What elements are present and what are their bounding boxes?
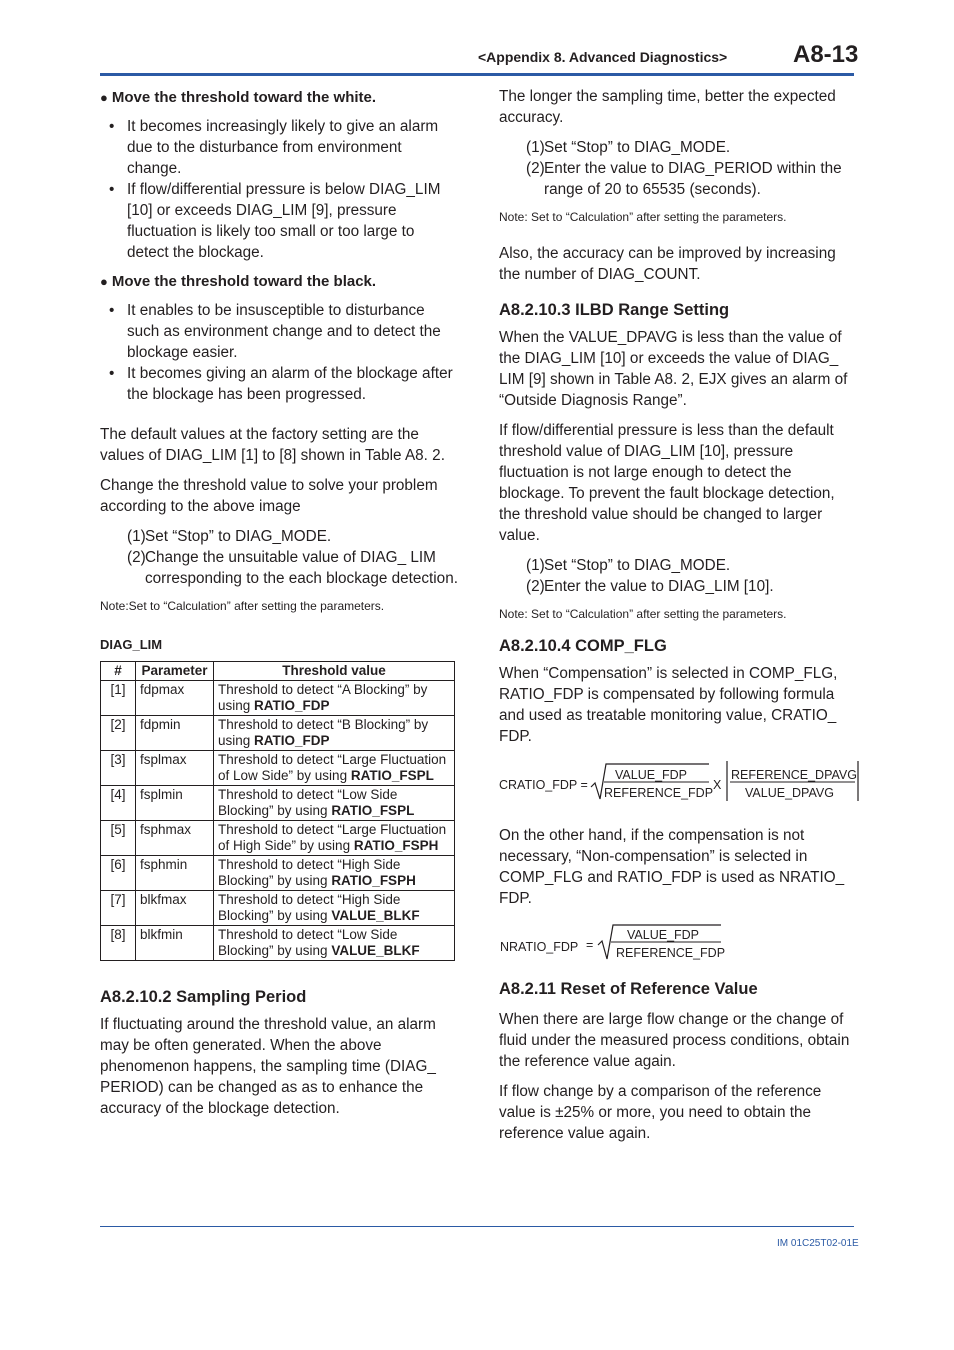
table-row: [101, 891, 455, 926]
row-number: [6]: [101, 856, 136, 891]
row-threshold: [214, 926, 455, 961]
bullet-list-white: [100, 116, 460, 263]
step-item: [499, 576, 859, 597]
row-parameter: fsplmin: [136, 786, 214, 821]
column-header: Threshold value: [214, 662, 455, 681]
step-text: Enter the value to DIAG_LIM [10].: [544, 578, 774, 595]
row-threshold-param: RATIO_FDP: [254, 733, 330, 748]
row-threshold: [214, 786, 455, 821]
table-row: [101, 821, 455, 856]
row-threshold: [214, 716, 455, 751]
bullet-icon: •: [109, 302, 115, 319]
row-threshold: [214, 821, 455, 856]
paragraph-reset-2: If flow change by a comparison of the reference value is ±25% or more, you need to obtain the reference value again.: [499, 1083, 822, 1142]
formula-numerator-2: REFERENCE_DPAVG: [731, 768, 857, 782]
bullet-icon: •: [109, 181, 115, 198]
section-title-ilbd: A8.2.10.3 ILBD Range Setting: [499, 301, 730, 319]
row-parameter: blkfmin: [136, 926, 214, 961]
row-number: [3]: [101, 751, 136, 786]
step-number: (2): [127, 549, 146, 566]
table-row: [101, 786, 455, 821]
row-threshold-text: Threshold to detect “Low Side Blocking” by using: [218, 787, 398, 818]
bullet-icon: •: [109, 118, 115, 135]
table-row: [101, 716, 455, 751]
row-threshold-text: Threshold to detect “Large Fluctuation of High Side” by using: [218, 822, 447, 853]
document-id: IM 01C25T02-01E: [777, 1238, 859, 1249]
row-parameter: fsphmin: [136, 856, 214, 891]
row-number: [1]: [101, 681, 136, 716]
paragraph-ilbd-1: When the VALUE_DPAVG is less than the value of the DIAG_LIM [10] or exceeds the value of DIAG_ LIM [9] shown in Table A8. 2, EJX gives an alarm of “Outside Diagnosis Range”.: [499, 329, 848, 409]
table-body: [101, 681, 455, 961]
formula2-numerator: VALUE_FDP: [627, 928, 700, 942]
table-row: [101, 856, 455, 891]
list-item-text: If flow/differential pressure is below DIAG_LIM [10] or exceeds DIAG_LIM [9], pressure fluctuation is likely too small or too large to detect the blockage.: [127, 181, 441, 261]
formula-denominator-1: REFERENCE_FDP: [604, 786, 714, 800]
steps-list: [100, 526, 460, 589]
step-text: Change the unsuitable value of DIAG_ LIM corresponding to the each blockage detection.: [145, 549, 458, 587]
paragraph-reset-1: When there are large flow change or the change of fluid under the measured process conditions, obtain the reference value again.: [499, 1011, 850, 1070]
bullet-list-black: [100, 300, 460, 405]
row-threshold-text: Threshold to detect “B Blocking” by using: [218, 717, 429, 748]
formula2-denominator: REFERENCE_FDP: [616, 946, 726, 960]
bullet-heading-white-text: Move the threshold toward the white.: [111, 89, 377, 106]
step-item: [100, 526, 460, 547]
list-item-text: It enables to be insusceptible to disturbance such as environment change and to detect the blockage easier.: [127, 302, 441, 361]
step-item: [499, 137, 859, 158]
list-item: [100, 363, 460, 405]
column-header: #: [101, 662, 136, 681]
row-threshold: [214, 751, 455, 786]
step-number: (2): [526, 578, 545, 595]
list-item-text: It becomes giving an alarm of the blockage after the blockage has been progressed.: [127, 365, 453, 403]
page-number: A8-13: [793, 41, 859, 68]
paragraph-accuracy: Also, the accuracy can be improved by increasing the number of DIAG_COUNT.: [499, 245, 836, 283]
bullet-icon: •: [109, 365, 115, 382]
row-threshold: [214, 681, 455, 716]
row-number: [2]: [101, 716, 136, 751]
formula-numerator-1: VALUE_FDP: [615, 768, 688, 782]
paragraph-default-values: The default values at the factory setting are the values of DIAG_LIM [1] to [8] shown in Table A8. 2.: [100, 426, 445, 464]
formula-nratio: [499, 923, 859, 963]
list-item-text: It becomes increasingly likely to give an alarm due to the disturbance from environment change.: [127, 118, 439, 177]
step-number: (2): [526, 160, 545, 177]
section-title-comp-flg: A8.2.10.4 COMP_FLG: [499, 637, 667, 655]
diag-lim-table: [100, 661, 455, 961]
row-threshold-text: Threshold to detect “Large Fluctuation of Low Side” by using: [218, 752, 447, 783]
bullet-heading-black-text: Move the threshold toward the black.: [111, 273, 377, 290]
note: Note: Set to “Calculation” after setting the parameters.: [499, 210, 787, 224]
steps-list-ilbd: [499, 555, 859, 597]
paragraph-ilbd-2: If flow/differential pressure is less than the default threshold value of DIAG_LIM [10], pressure fluctuation is not large enough to detect the blockage. To prevent the fault blockage detection, the threshold value should be changed to larger value.: [499, 422, 835, 544]
row-threshold-text: Threshold to detect “Low Side Blocking” by using: [218, 927, 398, 958]
row-number: [7]: [101, 891, 136, 926]
table-row: [101, 926, 455, 961]
section-title-sampling: A8.2.10.2 Sampling Period: [100, 988, 307, 1006]
row-threshold-param: RATIO_FSPH: [331, 873, 416, 888]
step-number: (1): [127, 528, 146, 545]
row-parameter: fsplmax: [136, 751, 214, 786]
table-row: [101, 751, 455, 786]
formula-denominator-2: VALUE_DPAVG: [745, 786, 834, 800]
row-threshold-text: Threshold to detect “A Blocking” by using: [218, 682, 428, 713]
paragraph-longer-sampling: The longer the sampling time, better the expected accuracy.: [499, 88, 836, 126]
step-text: Set “Stop” to DIAG_MODE.: [145, 528, 332, 545]
row-number: [5]: [101, 821, 136, 856]
row-threshold-param: VALUE_BLKF: [331, 908, 420, 923]
paragraph-sampling: If fluctuating around the threshold value, an alarm may be often generated. When the above phenomenon happens, the sampling time (DIAG_ PERIOD) can be changed as as to enhance the accuracy of the blockage detection.: [100, 1016, 436, 1117]
row-threshold-param: RATIO_FDP: [254, 698, 330, 713]
list-item: [100, 179, 460, 263]
row-parameter: fsphmax: [136, 821, 214, 856]
step-item: [100, 547, 460, 589]
paragraph-comp-1: When “Compensation” is selected in COMP_FLG, RATIO_FDP is compensated by following formula and used as treatable monitoring value, CRATIO_ FDP.: [499, 665, 838, 745]
bullet-heading-black: [100, 271, 460, 292]
table-title: DIAG_LIM: [100, 637, 163, 652]
step-item: [499, 555, 859, 576]
footer-rule: [100, 1226, 854, 1227]
formula-lhs: CRATIO_FDP =: [499, 778, 588, 792]
note: Note: Set to “Calculation” after setting the parameters.: [499, 607, 787, 621]
list-item: [100, 300, 460, 363]
row-threshold-param: RATIO_FSPL: [350, 768, 434, 783]
table-row: [101, 681, 455, 716]
paragraph-change-threshold: Change the threshold value to solve your problem according to the above image: [100, 477, 438, 515]
row-number: [8]: [101, 926, 136, 961]
formula2-lhs: NRATIO_FDP: [500, 940, 579, 954]
bullet-heading-white: [100, 87, 460, 108]
table-header-row: [101, 662, 455, 681]
row-threshold: [214, 856, 455, 891]
row-threshold-text: Threshold to detect “High Side Blocking” by using: [218, 892, 401, 923]
step-text: Set “Stop” to DIAG_MODE.: [544, 557, 731, 574]
step-item: [499, 158, 859, 200]
header-rule: [100, 73, 854, 76]
bullet-dot-icon: ●: [100, 90, 108, 105]
formula-cratio: [499, 761, 859, 805]
left-column: [100, 87, 460, 1128]
bullet-dot-icon: ●: [100, 274, 108, 289]
row-number: [4]: [101, 786, 136, 821]
step-number: (1): [526, 139, 545, 156]
step-text: Enter the value to DIAG_PERIOD within the range of 20 to 65535 (seconds).: [544, 160, 842, 198]
steps-list-sampling: [499, 137, 859, 200]
list-item: [100, 116, 460, 179]
row-parameter: fdpmin: [136, 716, 214, 751]
note: Note:Set to “Calculation” after setting the parameters.: [100, 599, 385, 613]
header-section-title: <Appendix 8. Advanced Diagnostics>: [478, 49, 728, 65]
row-threshold-param: VALUE_BLKF: [331, 943, 420, 958]
formula2-equals: =: [586, 938, 594, 952]
row-threshold-text: Threshold to detect “High Side Blocking” by using: [218, 857, 401, 888]
column-header: Parameter: [136, 662, 214, 681]
row-parameter: blkfmax: [136, 891, 214, 926]
row-threshold-param: RATIO_FSPL: [331, 803, 415, 818]
row-threshold: [214, 891, 455, 926]
formula-times: X: [713, 778, 722, 792]
step-number: (1): [526, 557, 545, 574]
section-title-reset: A8.2.11 Reset of Reference Value: [499, 980, 758, 998]
row-parameter: fdpmax: [136, 681, 214, 716]
step-text: Set “Stop” to DIAG_MODE.: [544, 139, 731, 156]
row-threshold-param: RATIO_FSPH: [353, 838, 439, 853]
paragraph-comp-2: On the other hand, if the compensation is not necessary, “Non-compensation” is selected in COMP_FLG and RATIO_FDP is used as NRATIO_ FDP.: [499, 827, 845, 907]
right-column: [499, 86, 859, 1153]
